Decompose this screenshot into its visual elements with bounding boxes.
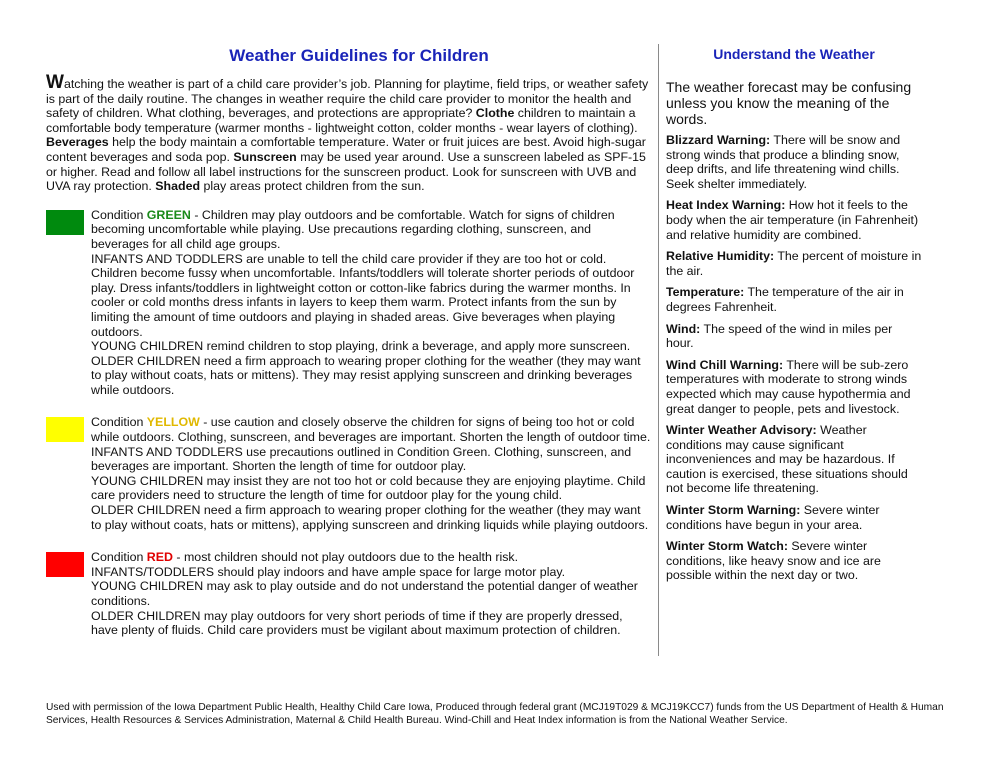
red-tag: RED xyxy=(146,550,173,565)
condition-green xyxy=(46,208,652,398)
term-label: Temperature: xyxy=(666,285,745,300)
green-young: YOUNG CHILDREN remind children to stop playing, drink a beverage, and apply more sunscreen. xyxy=(91,339,631,354)
term-label: Winter Weather Advisory: xyxy=(666,423,817,438)
green-infants: INFANTS AND TODDLERS are unable to tell the child care provider if they are too hot or cold. Children become fussy when uncomfortable. Infants/toddlers will tolerate shorter periods of outdoor play. Dress infants/toddlers in lightweight cotton or cotton-like fabrics during the warmer months. In cooler or cold months dress infants in layers to keep them warm. Protect infants from the sun by limiting the amount of time outdoors and playing in shaded areas. Give beverages when playing outdoors. xyxy=(91,251,635,339)
terms-list xyxy=(666,133,922,583)
term-label: Blizzard Warning: xyxy=(666,133,771,147)
term-label: Winter Storm Watch: xyxy=(666,539,788,554)
column-divider xyxy=(658,44,659,656)
yellow-swatch xyxy=(46,417,84,442)
yellow-lead: Condition YELLOW - use caution and closely observe the children for signs of being too hot or cold while outdoors. Clothing, sunscreen, and beverages are important. Shorten the length of outdoor time. xyxy=(91,415,651,445)
term-definition xyxy=(666,539,922,583)
term-text: The temperature of the air in degrees Fahrenheit. xyxy=(666,285,904,314)
term-label: Wind: xyxy=(666,321,701,336)
term-definition xyxy=(666,285,922,314)
condition-red xyxy=(46,550,652,638)
term-definition xyxy=(666,249,922,278)
term-definition xyxy=(666,423,922,496)
red-older: OLDER CHILDREN may play outdoors for very short periods of time if they are properly dressed, have plenty of fluids. Child care providers must be vigilant about maximum protection of children. xyxy=(91,608,623,638)
guidelines-column xyxy=(46,44,652,638)
red-lead: Condition RED - most children should not play outdoors due to the health risk. xyxy=(91,550,519,565)
term-definition xyxy=(666,198,922,242)
term-label: Relative Humidity: xyxy=(666,249,775,264)
footer-credit: Used with permission of the Iowa Department Public Health, Healthy Child Care Iowa, Produced through federal grant (MCJ19T029 & MCJ19KCC7) funds from the US Department of Health & Human Services, Health Resources & Services Administration, Maternal & Child Health Bureau. Wind-Chill and Heat Index information is from the National Weather Service. xyxy=(46,702,944,726)
term-text: How hot it feels to the body when the air temperature (in Fahrenheit) and relative humidity are combined. xyxy=(666,198,919,242)
yellow-older: OLDER CHILDREN need a firm approach to wearing proper clothing for the weather (they may want to play without coats, hats or mittens), applying sunscreen and drinking liquids while playing outdoors. xyxy=(91,503,649,532)
term-label: Heat Index Warning: xyxy=(666,198,786,213)
term-text: Severe winter conditions have begun in your area. xyxy=(666,503,880,532)
yellow-young: YOUNG CHILDREN may insist they are not too hot or cold because they are enjoying playtime. Child care providers need to structure the length of time for outdoor play for the young child. xyxy=(91,473,646,503)
yellow-tag: YELLOW xyxy=(146,415,200,430)
term-label: Winter Storm Warning: xyxy=(666,503,801,518)
weather-terms-column xyxy=(666,44,922,590)
term-text: Weather conditions may cause significant inconveniences and may be hazardous. If caution is exercised, these situations should not become life threatening. xyxy=(666,423,908,496)
term-definition xyxy=(666,503,922,532)
sidebar-intro: The weather forecast may be confusing unless you know the meaning of the words. xyxy=(666,79,912,127)
term-text: The speed of the wind in miles per hour. xyxy=(666,321,893,351)
sidebar-title: Understand the Weather xyxy=(713,46,875,62)
term-text: The percent of moisture in the air. xyxy=(666,249,922,278)
green-lead: Condition GREEN - Children may play outdoors and be comfortable. Watch for signs of children becoming uncomfortable while playing. Use precautions regarding clothing, sunscreen, and beverages for all child age groups. xyxy=(91,207,615,251)
red-young: YOUNG CHILDREN may ask to play outside and do not understand the potential danger of weather conditions. xyxy=(91,579,638,608)
term-definition xyxy=(666,133,922,191)
red-swatch xyxy=(46,552,84,577)
term-text: There will be snow and strong winds that produce a blinding snow, deep drifts, and life threatening wind chills. Seek shelter immediately. xyxy=(666,133,901,191)
term-text: There will be sub-zero temperatures with moderate to strong winds expected which may cause hypothermia and great danger to people, pets and livestock. xyxy=(666,357,911,416)
green-tag: GREEN xyxy=(146,207,191,222)
term-text: Severe winter conditions, like heavy snow and ice are possible within the next day or two. xyxy=(666,539,881,583)
green-swatch xyxy=(46,210,84,235)
term-label: Wind Chill Warning: xyxy=(666,357,784,372)
drop-cap: W xyxy=(46,72,64,93)
intro-paragraph: Watching the weather is part of a child care provider’s job. Planning for playtime, field trips, or weather safety is part of the daily routine. The changes in weather require the child care provider to monitor the health and safety of children. What clothing, beverages, and protections are appropriate? Clothe children to maintain a comfortable body temperature (warmer months - lightweight cotton, colder months - wear layers of clothing). Beverages help the body maintain a comfortable temperature. Water or fruit juices are best. Avoid high-sugar content beverages and soda pop. Sunscreen may be used year around. Use a sunscreen labeled as SPF-15 or higher. Read and follow all label instructions for the sunscreen product. Look for sunscreen with UVB and UVA ray protection. Shaded play areas protect children from the sun. xyxy=(46,72,649,194)
term-definition xyxy=(666,322,922,351)
condition-yellow xyxy=(46,415,652,532)
term-definition xyxy=(666,358,922,416)
green-older: OLDER CHILDREN need a firm approach to wearing proper clothing for the weather (they may want to play without coats, hats or mittens). They may resist applying sunscreen and drinking beverages while outdoors. xyxy=(91,353,641,397)
yellow-infants: INFANTS AND TODDLERS use precautions outlined in Condition Green. Clothing, sunscreen, and beverages are important. Shorten the length of time for outdoor play. xyxy=(91,444,632,474)
red-infants: INFANTS/TODDLERS should play indoors and have ample space for large motor play. xyxy=(91,564,566,579)
page-title: Weather Guidelines for Children xyxy=(229,46,489,65)
